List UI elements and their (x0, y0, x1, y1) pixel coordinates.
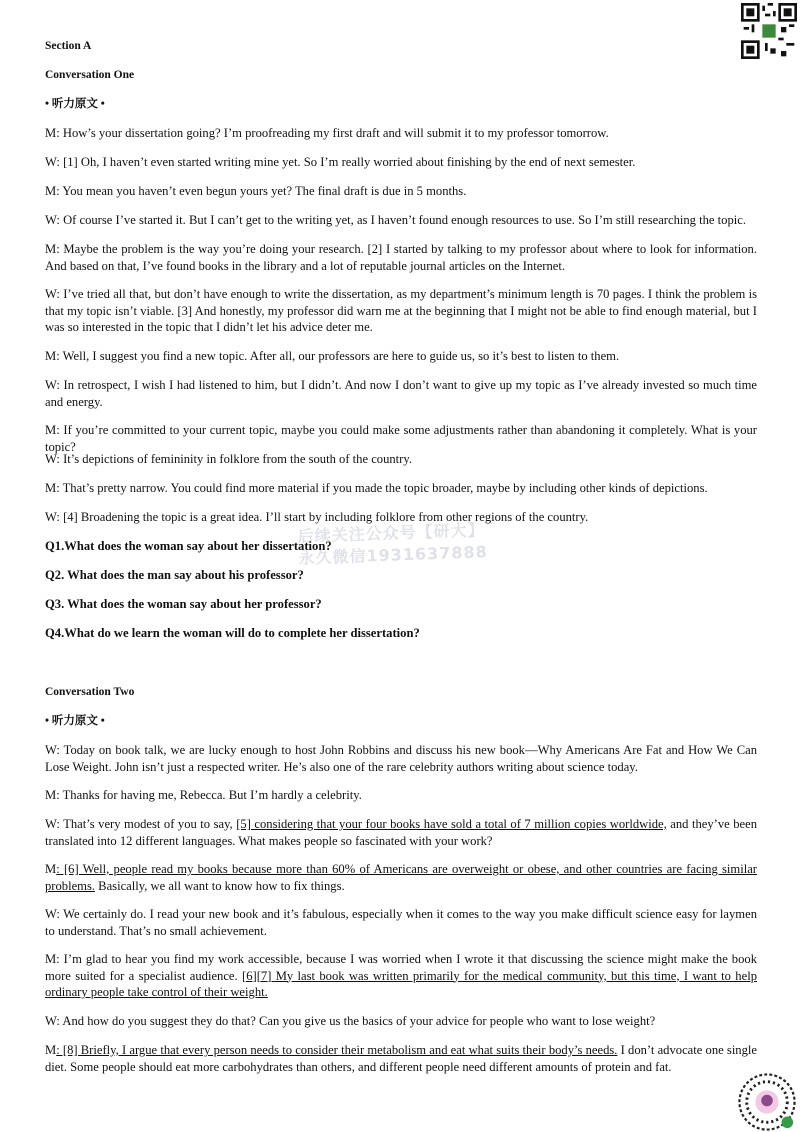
question: Q1.What does the woman say about her dissertation? (45, 539, 332, 553)
dialogue-line: M: How’s your dissertation going? I’m proofreading my first draft and will submit it to my professor tomorrow. (45, 126, 609, 140)
underlined-answer: : [6] Well, people read my books because more than 60% of Americans are overweight or obese, and other countries are facing similar problems. (45, 862, 757, 893)
section-heading: Section A (45, 40, 92, 52)
transcript-label: • 听力原文 • (45, 98, 105, 110)
transcript-label: • 听力原文 • (45, 715, 105, 727)
dialogue-line: W: I’ve tried all that, but don’t have enough to write the dissertation, as my department’s minimum length is 70 pages. I think the problem is that my topic isn’t viable. [3] And honestly, my professor did warn me at the beginning that I might not be able to find enough material, but I was so interested in the topic that I didn’t let his advice deter me. (45, 287, 757, 334)
dialogue-line: W: We certainly do. I read your new book and it’s fabulous, especially when it comes to the way you make difficult science easy for laymen to understand. That’s no small achievement. (45, 907, 757, 938)
dialogue-line: W: Of course I’ve started it. But I can’t get to the writing yet, as I haven’t found enough resources to use. So I’m still researching the topic. (45, 213, 746, 227)
dialogue-line: M: [6] Well, people read my books because more than 60% of Americans are overweight or obese, and other countries are facing similar problems. Basically, we all want to know how to fix things. (45, 862, 757, 893)
dialogue-line: W: [4] Broadening the topic is a great idea. I’ll start by including folklore from other regions of the country. (45, 510, 589, 524)
question: Q2. What does the man say about his professor? (45, 568, 304, 582)
dialogue-line: W: [1] Oh, I haven’t even started writing mine yet. So I’m really worried about finishing by the end of next semester. (45, 155, 636, 169)
dialogue-line: W: That’s very modest of you to say, [5] considering that your four books have sold a total of 7 million copies worldwide, and they’ve been translated into 12 different languages. What makes people so fascinated with your work? (45, 817, 757, 848)
dialogue-line: M: If you’re committed to your current topic, maybe you could make some adjustments rather than abandoning it completely. What is your topic? (45, 423, 757, 454)
question: Q3. What does the woman say about her professor? (45, 597, 322, 611)
dialogue-line: M: That’s pretty narrow. You could find more material if you made the topic broader, maybe by including other kinds of depictions. (45, 481, 708, 495)
underlined-answer: [5] considering that your four books have sold a total of 7 million copies worldwide, (236, 817, 667, 831)
dialogue-line: M: I’m glad to hear you find my work accessible, because I was worried when I wrote it that discussing the science might make the book more suited for a specialist audience. [6][7] My last book was written primarily for the medical community, but this time, I want to help ordinary people take control of their weight. (45, 952, 757, 999)
dialogue-line: M: Thanks for having me, Rebecca. But I’m hardly a celebrity. (45, 788, 362, 802)
conversation-one-title: Conversation One (45, 69, 135, 81)
dialogue-line: W: It’s depictions of femininity in folklore from the south of the country. (45, 452, 413, 466)
conversation-two-title: Conversation Two (45, 686, 135, 698)
dialogue-line: W: In retrospect, I wish I had listened to him, but I didn’t. And now I don’t want to give up my topic as I’ve already invested so much time and energy. (45, 378, 757, 409)
dialogue-line: M: You mean you haven’t even begun yours yet? The final draft is due in 5 months. (45, 184, 467, 198)
underlined-answer: [6][7] My last book was written primarily for the medical community, but this time, I want to help ordinary people take control of their weight. (45, 968, 757, 999)
dialogue-line: M: [8] Briefly, I argue that every person needs to consider their metabolism and eat what suits their body’s needs. I don’t advocate one single diet. Some people should eat more carbohydrates than others, and different people need different amounts of protein and fat. (45, 1043, 757, 1074)
question: Q4.What do we learn the woman will do to complete her dissertation? (45, 626, 420, 640)
dialogue-line: W: And how do you suggest they do that? Can you give us the basics of your advice for people who want to lose weight? (45, 1014, 656, 1028)
mini-program-code-image (738, 1073, 796, 1131)
dialogue-line: W: Today on book talk, we are lucky enough to host John Robbins and discuss his new book—Why Americans Are Fat and How We Can Lose Weight. John isn’t just a respected writer. He’s also one of the rare celebrity authors writing about science today. (45, 743, 757, 774)
dialogue-line: M: Maybe the problem is the way you’re doing your research. [2] I started by talking to my professor about where to look for information. And based on that, I’ve found books in the library and a lot of reputable journal articles on the Internet. (45, 242, 757, 273)
underlined-answer: : [8] Briefly, I argue that every person needs to consider their metabolism and eat what suits their body’s needs. (56, 1043, 618, 1057)
watermark: 后续关注公众号【研大】 永久微信19316​37888 (297, 520, 488, 568)
dialogue-line: M: Well, I suggest you find a new topic. After all, our professors are here to guide us, so it’s best to listen to them. (45, 349, 620, 363)
